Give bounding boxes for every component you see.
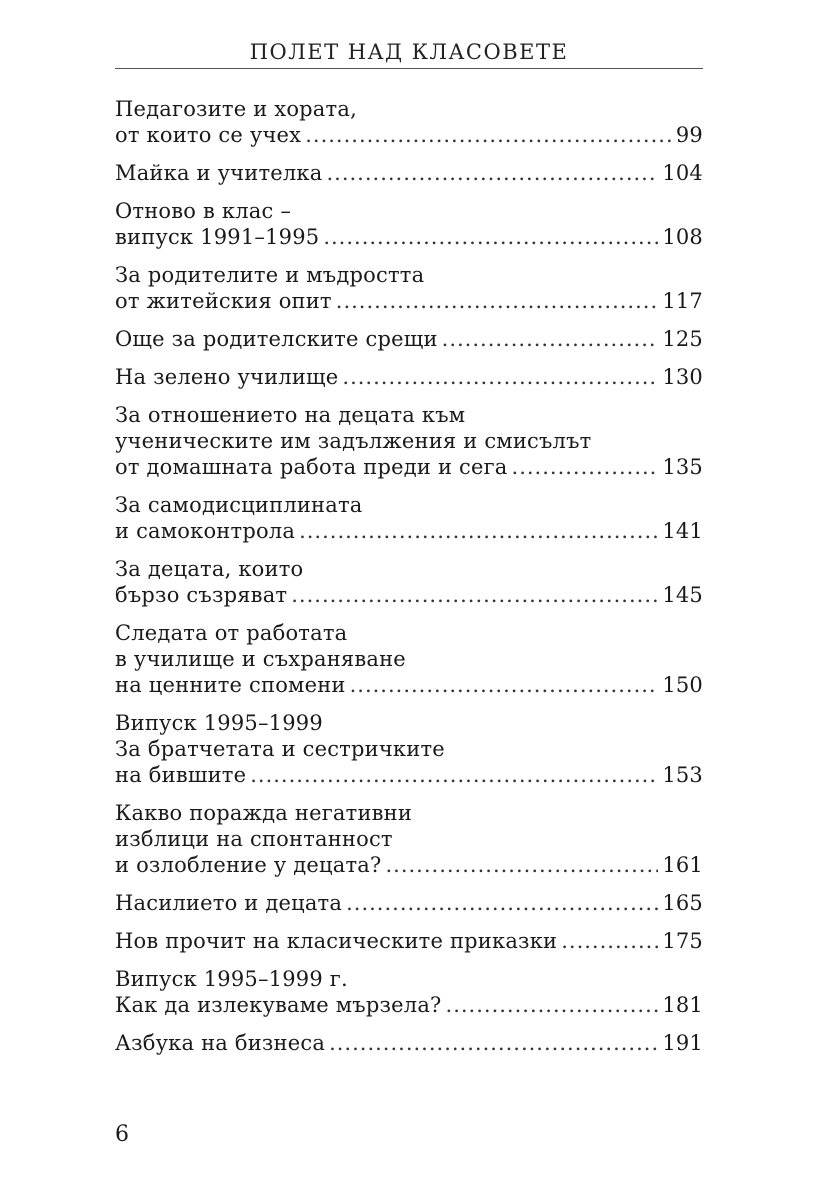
- toc-entry-title-line: випуск 1991–1995: [115, 225, 320, 249]
- toc-entry-last-line: [115, 672, 703, 698]
- toc-entry: [115, 402, 703, 480]
- toc-entry: [115, 198, 703, 250]
- dot-leader: [299, 518, 658, 544]
- toc-entry-title-line: Още за родителските срещи: [115, 327, 438, 351]
- toc-entry-page: 175: [662, 929, 703, 953]
- toc-entry: [115, 710, 703, 788]
- toc-entry-last-line: [115, 454, 703, 480]
- toc-entry-last-line: [115, 890, 703, 916]
- toc-entry-page: 150: [662, 673, 703, 697]
- toc-entry-title-line: и озлобление у децата?: [115, 853, 382, 877]
- dot-leader: [326, 160, 658, 186]
- toc-entry-title-line: За братчетата и сестричките: [115, 737, 445, 761]
- toc-entry-last-line: [115, 160, 703, 186]
- toc-entry-title-line: На зелено училище: [115, 365, 339, 389]
- toc-entry-title-line: от домашната работа преди и сега: [115, 455, 508, 479]
- toc-entry: [115, 928, 703, 954]
- toc-entry-title-line: Отново в клас –: [115, 199, 292, 223]
- dot-leader: [346, 890, 658, 916]
- toc-entry-title-line: Азбука на бизнеса: [115, 1031, 326, 1055]
- toc-entry-title-line: и самоконтрола: [115, 519, 296, 543]
- toc-entry-last-line: [115, 992, 703, 1018]
- toc-entry-page: 145: [662, 583, 703, 607]
- toc-entry-page: 191: [662, 1031, 703, 1055]
- toc-entry-page: 153: [662, 763, 703, 787]
- toc-entry-title-line: изблици на спонтанност: [115, 827, 393, 851]
- toc-entry-last-line: [115, 518, 703, 544]
- toc-entry-title-line: ученическите им задължения и смисълът: [115, 429, 592, 453]
- toc-entry-page: 130: [662, 365, 703, 389]
- dot-leader: [446, 992, 659, 1018]
- toc-entry-title-line: Насилието и децата: [115, 891, 343, 915]
- toc-entry-title-line: на ценните спомени: [115, 673, 346, 697]
- toc-entry-title-line: За родителите и мъдростта: [115, 263, 425, 287]
- toc-entry-title-line: За отношението на децата към: [115, 403, 466, 427]
- toc-entry-title-line: бързо съзряват: [115, 583, 288, 607]
- toc-entry-page: 117: [662, 289, 703, 313]
- toc-entry-last-line: [115, 122, 703, 148]
- toc-entry: [115, 620, 703, 698]
- toc-entry: [115, 556, 703, 608]
- page-number: 6: [115, 1122, 129, 1147]
- toc-entry-page: 135: [662, 455, 703, 479]
- dot-leader: [250, 762, 658, 788]
- toc-entry-last-line: [115, 326, 703, 352]
- toc-entry-title-line: от житейския опит: [115, 289, 332, 313]
- toc-entry: [115, 966, 703, 1018]
- toc-entry-last-line: [115, 762, 703, 788]
- dot-leader: [350, 672, 659, 698]
- toc-entry: [115, 326, 703, 352]
- dot-leader: [305, 122, 672, 148]
- toc-entry-title-line: Следата от работата: [115, 621, 348, 645]
- dot-leader: [336, 288, 659, 314]
- toc-entry-last-line: [115, 852, 703, 878]
- toc-entry-page: 108: [662, 225, 703, 249]
- toc-entry-title-line: в училище и съхраняване: [115, 647, 406, 671]
- toc-entry-page: 165: [662, 891, 703, 915]
- dot-leader: [512, 454, 659, 480]
- header-rule: [115, 68, 703, 69]
- toc-entry-last-line: [115, 288, 703, 314]
- toc-entry-title-line: Какво поражда негативни: [115, 801, 413, 825]
- toc-entry-page: 125: [662, 327, 703, 351]
- toc-entry: [115, 492, 703, 544]
- toc-entry-title-line: За самодисциплината: [115, 493, 363, 517]
- toc-entry-title-line: За децата, които: [115, 557, 304, 581]
- dot-leader: [342, 364, 658, 390]
- toc-entry-title-line: Педагозите и хората,: [115, 97, 357, 121]
- toc-entry-last-line: [115, 364, 703, 390]
- toc-entry-title-line: Как да излекуваме мързела?: [115, 993, 442, 1017]
- dot-leader: [561, 928, 658, 954]
- toc-entry-title-line: Випуск 1995–1999: [115, 711, 323, 735]
- toc-entry: [115, 800, 703, 878]
- toc-entry-title-line: от които се учех: [115, 123, 302, 147]
- toc-entry-title-line: Нов прочит на класическите приказки: [115, 929, 558, 953]
- toc-entry-last-line: [115, 1030, 703, 1056]
- toc-entry-page: 99: [675, 123, 703, 147]
- toc-entry-title-line: Майка и учителка: [115, 161, 323, 185]
- toc-entry-page: 161: [662, 853, 703, 877]
- toc-entry: [115, 1030, 703, 1056]
- toc-entry: [115, 262, 703, 314]
- dot-leader: [385, 852, 658, 878]
- dot-leader: [329, 1030, 658, 1056]
- toc-entry: [115, 364, 703, 390]
- toc-entry-page: 181: [662, 993, 703, 1017]
- dot-leader: [323, 224, 658, 250]
- toc-entry: [115, 160, 703, 186]
- toc-entry-title-line: на бившите: [115, 763, 247, 787]
- toc-entry-last-line: [115, 224, 703, 250]
- dot-leader: [291, 582, 658, 608]
- table-of-contents: [115, 96, 703, 1068]
- dot-leader: [442, 326, 659, 352]
- toc-entry: [115, 96, 703, 148]
- running-head: ПОЛЕТ НАД КЛАСОВЕТЕ: [249, 40, 569, 64]
- toc-entry-page: 141: [662, 519, 703, 543]
- toc-entry: [115, 890, 703, 916]
- toc-entry-title-line: Випуск 1995–1999 г.: [115, 967, 348, 991]
- toc-entry-last-line: [115, 582, 703, 608]
- toc-entry-last-line: [115, 928, 703, 954]
- toc-entry-page: 104: [662, 161, 703, 185]
